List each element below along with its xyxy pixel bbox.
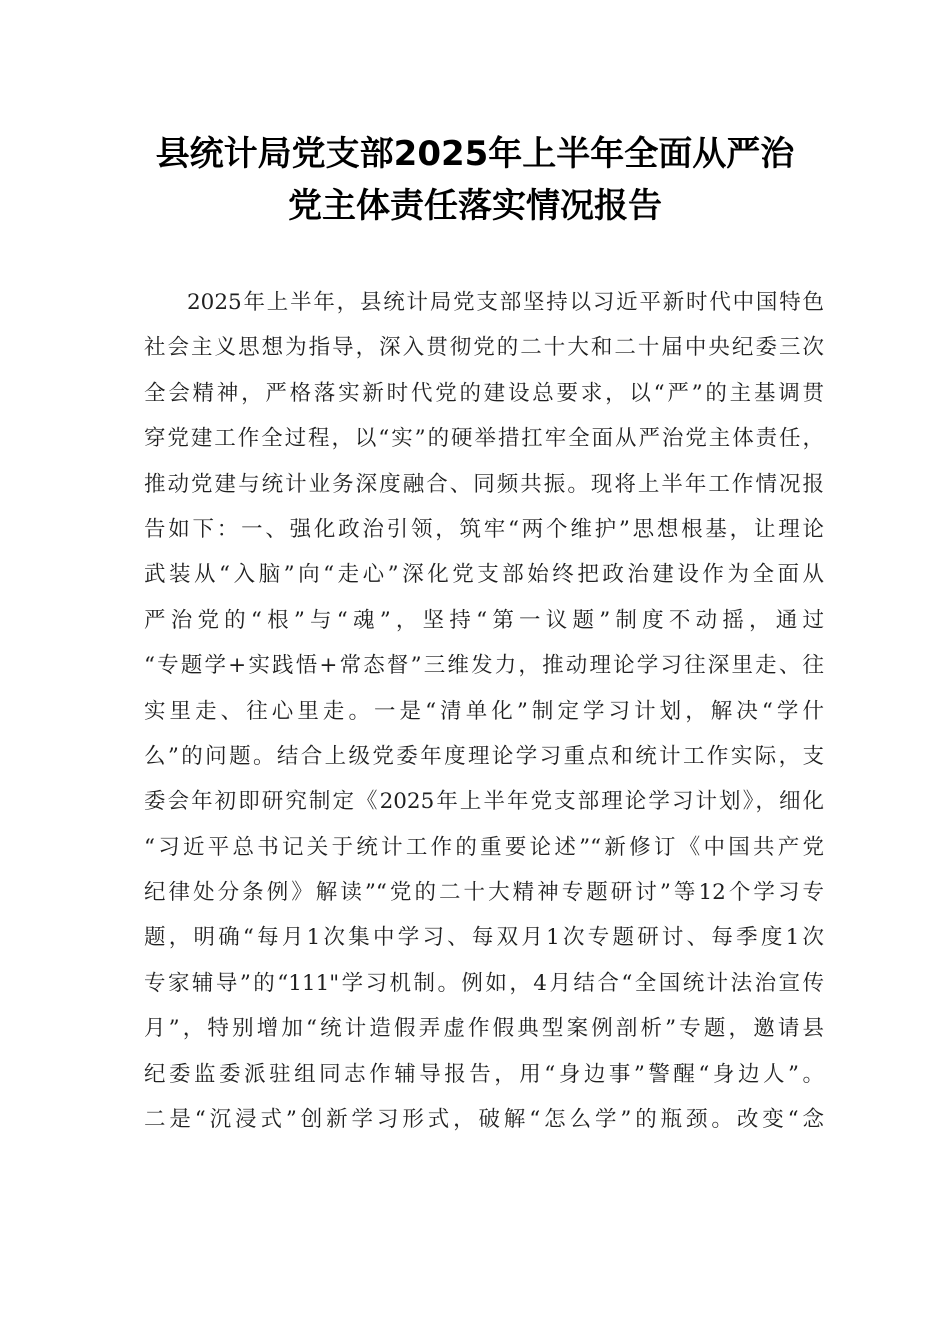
body-line: 武装从“入脑”向“走心”深化党支部始终把政治建设作为全面从 — [144, 562, 824, 588]
body-line: “习近平总书记关于统计工作的重要论述”“新修订《中国共产党 — [144, 834, 824, 860]
title-line-2: 党主体责任落实情况报告 — [288, 186, 662, 226]
body-line: 题，明确“每月1次集中学习、每双月1次专题研讨、每季度1次 — [144, 925, 824, 951]
document-title — [0, 128, 950, 232]
body-line: 推动党建与统计业务深度融合、同频共振。现将上半年工作情况报 — [144, 471, 824, 497]
body-line: 全会精神，严格落实新时代党的建设总要求，以“严”的主基调贯 — [144, 380, 824, 406]
body-line: 纪律处分条例》解读”“党的二十大精神专题研讨”等12个学习专 — [144, 880, 824, 906]
body-line: 穿党建工作全过程，以“实”的硬举措扛牢全面从严治党主体责任， — [144, 426, 824, 452]
body-line: 社会主义思想为指导，深入贯彻党的二十大和二十届中央纪委三次 — [144, 335, 824, 361]
body-line: 二是“沉浸式”创新学习形式，破解“怎么学”的瓶颈。改变“念 — [144, 1107, 824, 1133]
body-line: 委会年初即研究制定《2025年上半年党支部理论学习计划》，细化 — [144, 789, 824, 815]
body-line: 月”，特别增加“统计造假弄虚作假典型案例剖析”专题，邀请县 — [144, 1016, 824, 1042]
body-line: 告如下：一、强化政治引领，筑牢“两个维护”思想根基，让理论 — [144, 516, 824, 542]
body-line: 实里走、往心里走。一是“清单化”制定学习计划，解决“学什 — [144, 698, 824, 724]
body-line: 专家辅导”的“111"学习机制。例如，4月结合“全国统计法治宣传 — [144, 970, 824, 996]
body-line: 2025年上半年，县统计局党支部坚持以习近平新时代中国特色 — [187, 290, 824, 315]
document-body — [144, 280, 824, 1142]
body-line: 严治党的“根”与“魂”，坚持“第一议题”制度不动摇，通过 — [144, 607, 824, 633]
body-line: 纪委监委派驻组同志作辅导报告，用“身边事”警醒“身边人”。 — [144, 1061, 824, 1087]
body-line: 么”的问题。结合上级党委年度理论学习重点和统计工作实际，支 — [144, 743, 824, 769]
title-line-1: 县统计局党支部2025年上半年全面从严治 — [155, 134, 795, 174]
body-line: “专题学+实践悟+常态督”三维发力，推动理论学习往深里走、往 — [144, 653, 824, 679]
